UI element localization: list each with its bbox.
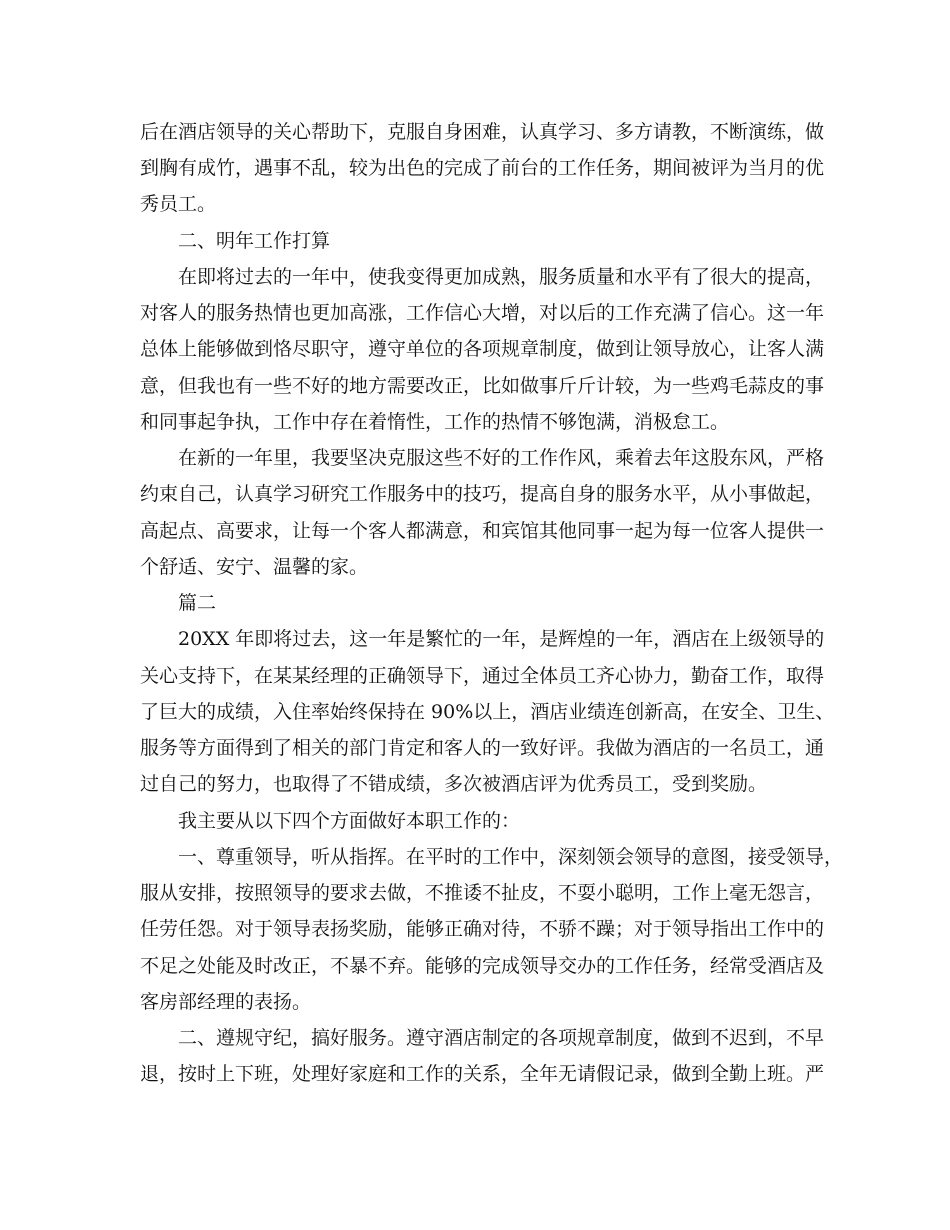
text-line: 二、遵规守纪，搞好服务。遵守酒店制定的各项规章制度，做到不迟到，不早: [178, 1027, 825, 1049]
text-line: 总体上能够做到恪尽职守，遵守单位的各项规章制度，做到让领导放心，让客人满: [140, 338, 825, 360]
text-line: 任劳任怨。对于领导表扬奖励，能够正确对待，不骄不躁；对于领导指出工作中的: [140, 918, 825, 940]
text-line: 后在酒店领导的关心帮助下，克服自身困难，认真学习、多方请教，不断演练，做: [140, 121, 825, 143]
text-line: 退，按时上下班，处理好家庭和工作的关系，全年无请假记录，做到全勤上班。严: [140, 1063, 825, 1085]
text-line: 了巨大的成绩，入住率始终保持在 90%以上，酒店业绩连创新高，在安全、卫生、: [140, 701, 835, 723]
text-line: 我主要从以下四个方面做好本职工作的：: [178, 810, 521, 832]
text-line: 和同事起争执，工作中存在着惰性，工作的热情不够饱满，消极怠工。: [140, 411, 730, 433]
section-heading: 篇二: [178, 592, 217, 614]
text-line: 高起点、高要求，让每一个客人都满意，和宾馆其他同事一起为每一位客人提供一: [140, 520, 825, 542]
text-line: 客房部经理的表扬。: [140, 991, 312, 1013]
text-line: 关心支持下，在某某经理的正确领导下，通过全体员工齐心协力，勤奋工作，取得: [140, 665, 825, 687]
text-line: 到胸有成竹，遇事不乱，较为出色的完成了前台的工作任务，期间被评为当月的优: [140, 157, 825, 179]
section-heading: 二、明年工作打算: [178, 230, 331, 252]
text-line: 服务等方面得到了相关的部门肯定和客人的一致好评。我做为酒店的一名员工，通: [140, 737, 825, 759]
text-line: 过自己的努力，也取得了不错成绩，多次被酒店评为优秀员工，受到奖励。: [140, 773, 768, 795]
text-line: 20XX 年即将过去，这一年是繁忙的一年，是辉煌的一年，酒店在上级领导的: [178, 628, 825, 650]
text-line: 个舒适、安宁、温馨的家。: [140, 556, 369, 578]
text-line: 对客人的服务热情也更加高涨，工作信心大增，对以后的工作充满了信心。这一年: [140, 302, 825, 324]
text-line: 在即将过去的一年中，使我变得更加成熟，服务质量和水平有了很大的提高，: [178, 266, 825, 288]
text-line: 服从安排，按照领导的要求去做，不推诿不扯皮，不耍小聪明，工作上毫无怨言，: [140, 882, 825, 904]
text-line: 约束自己，认真学习研究工作服务中的技巧，提高自身的服务水平，从小事做起，: [140, 483, 825, 505]
text-line: 意，但我也有一些不好的地方需要改正，比如做事斤斤计较，为一些鸡毛蒜皮的事: [140, 375, 825, 397]
text-line: 秀员工。: [140, 193, 217, 215]
text-line: 不足之处能及时改正，不暴不弃。能够的完成领导交办的工作任务，经常受酒店及: [140, 955, 825, 977]
text-line: 在新的一年里，我要坚决克服这些不好的工作作风，乘着去年这股东风，严格: [178, 447, 825, 469]
text-line: 一、尊重领导，听从指挥。在平时的工作中，深刻领会领导的意图，接受领导，: [178, 846, 844, 868]
